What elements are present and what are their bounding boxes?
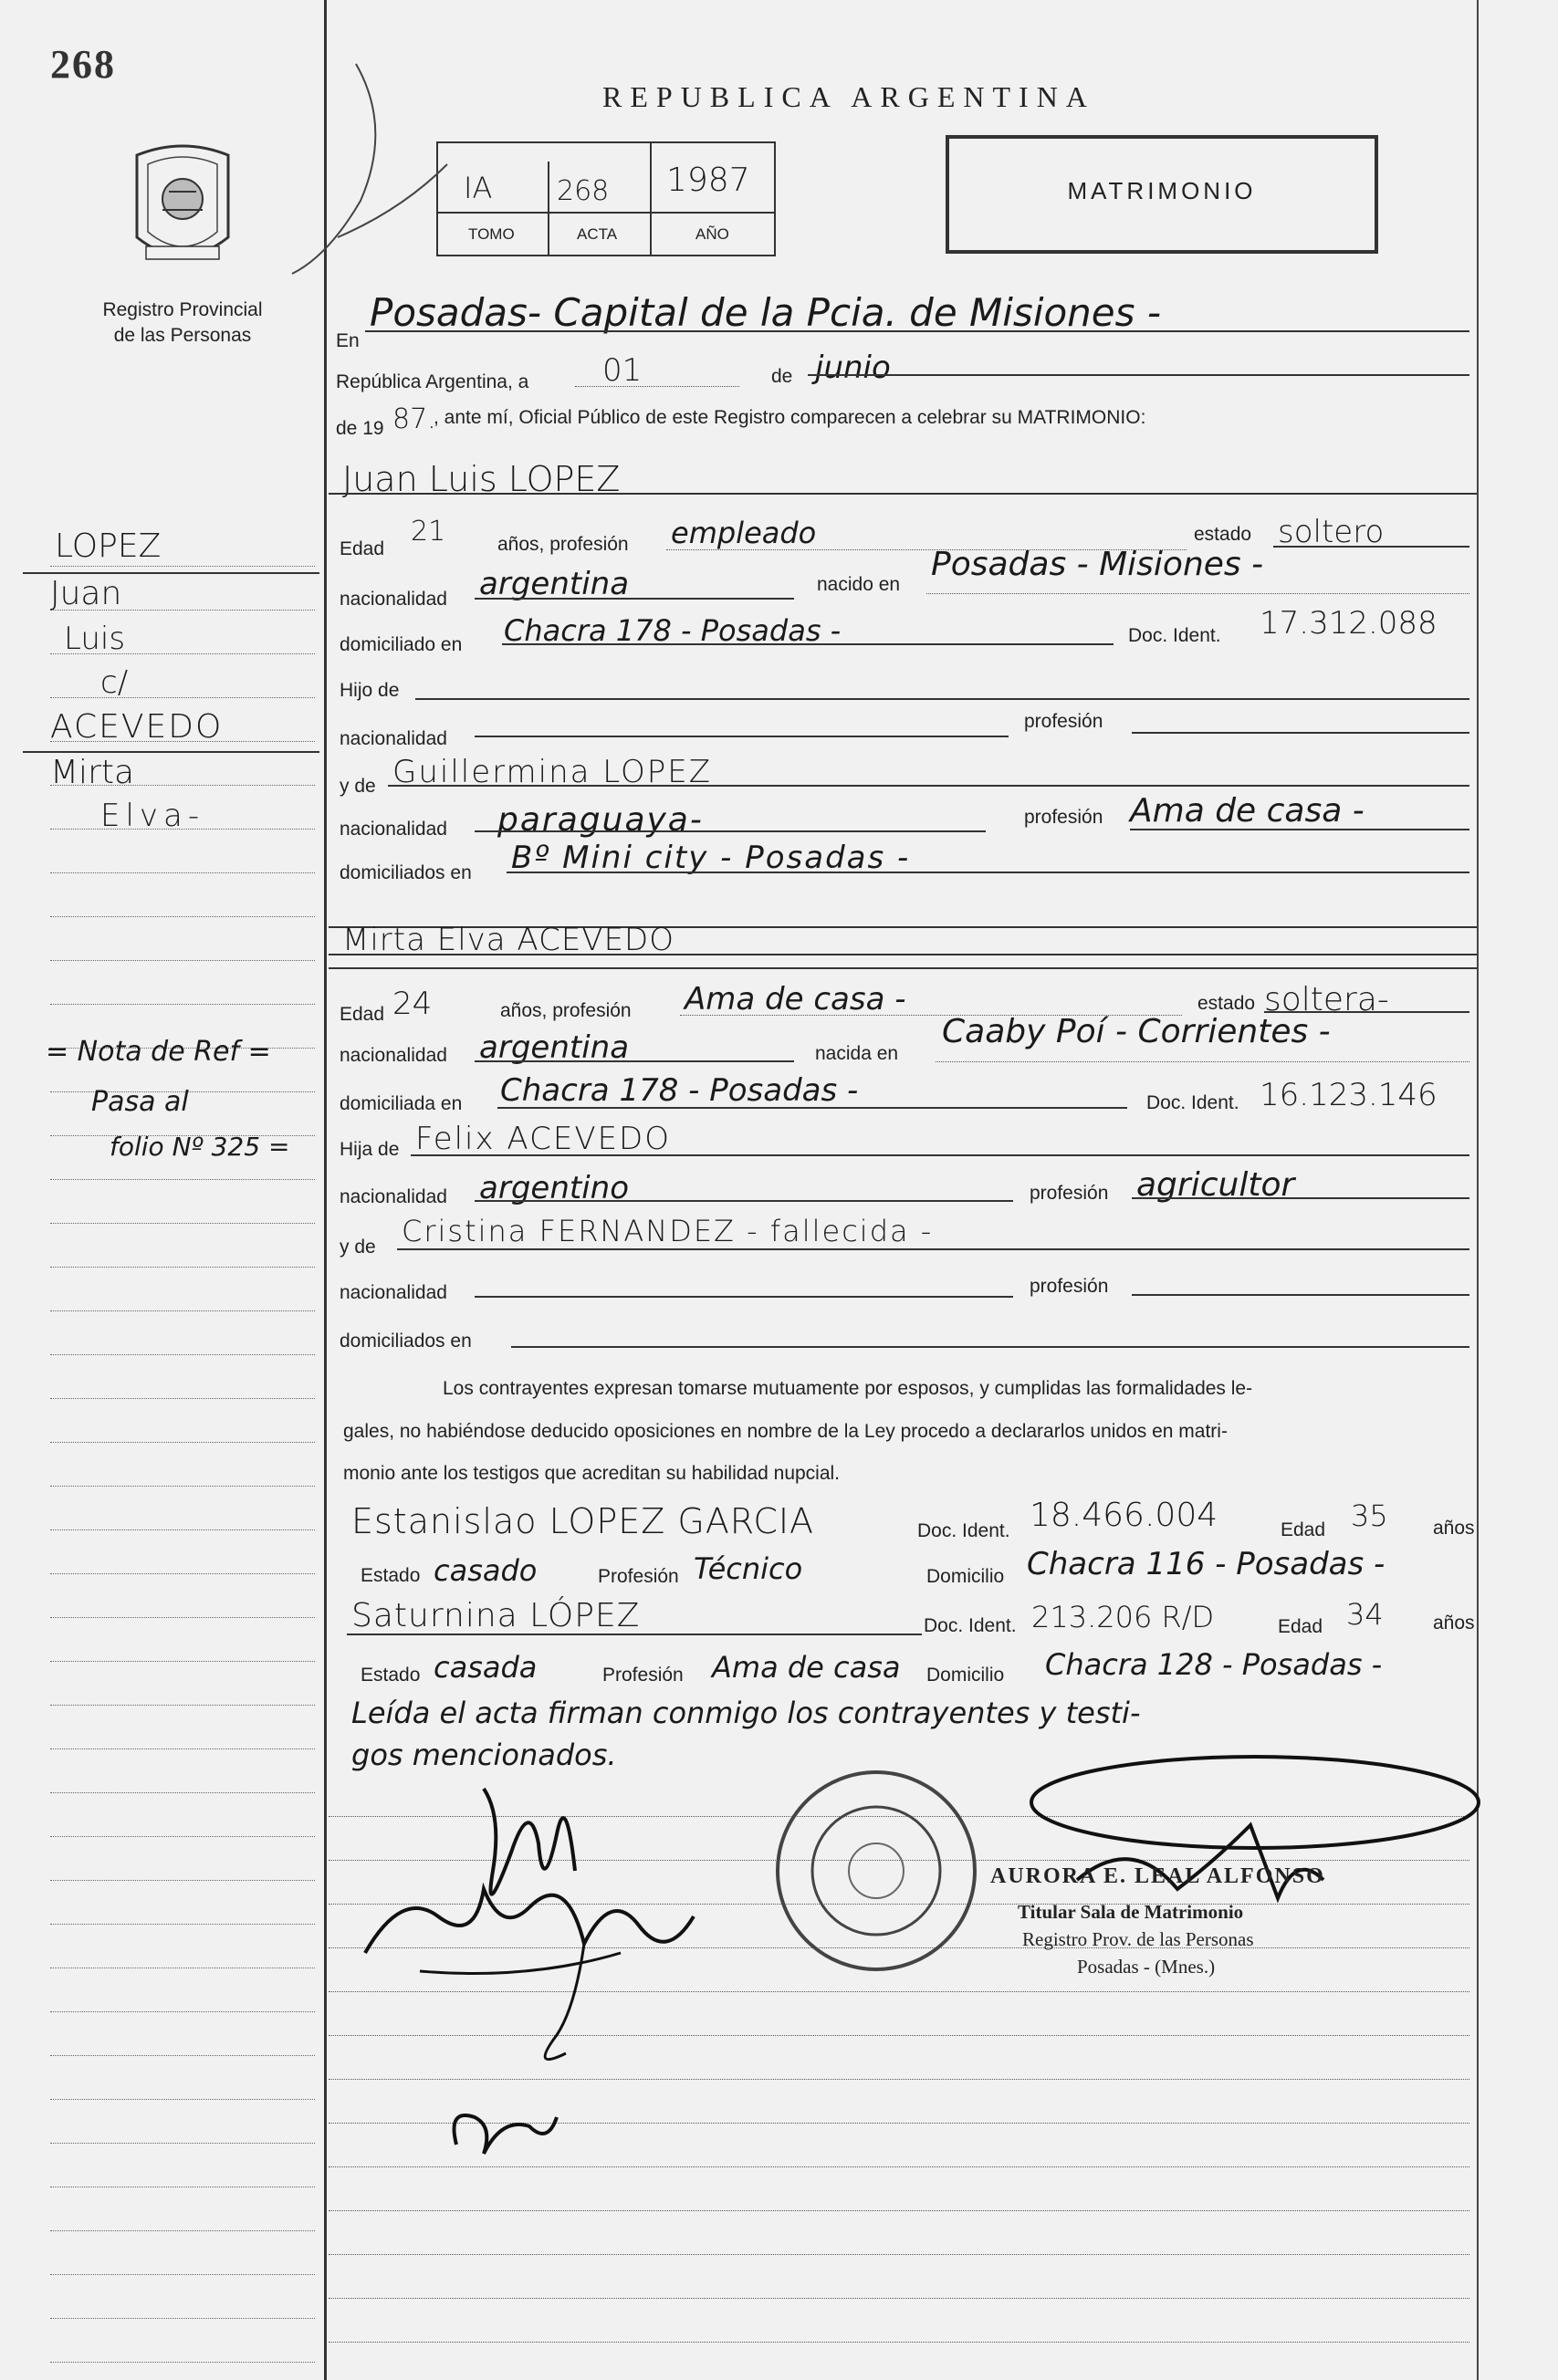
right-border: [1477, 0, 1479, 2380]
groom-profesion: empleado: [671, 516, 817, 550]
witness1-name: Estanislao LOPEZ GARCIA: [351, 1501, 815, 1541]
margin-name-2: Luis: [64, 621, 126, 657]
witness2-doc: 213.206 R/D: [1031, 1600, 1215, 1634]
province-seal-icon: [128, 137, 237, 274]
bride-father-nac-label: nacionalidad: [340, 1186, 447, 1207]
closing-line-1: Leída el acta firman conmigo los contrayentes y testi-: [351, 1696, 1141, 1730]
witness1-profesion-label: Profesión: [598, 1566, 679, 1587]
witness2-edad-label: Edad: [1278, 1616, 1323, 1637]
declaration-line-3: monio ante los testigos que acreditan su habilidad nupcial.: [343, 1463, 841, 1484]
witness1-doc-label: Doc. Ident.: [917, 1520, 1010, 1541]
declaration-line-2: gales, no habiéndose deducido oposiciones en nombre de la Ley procedo a declararlos unidos en matri-: [343, 1421, 1228, 1442]
official-stamp-city: Posadas - (Mnes.): [1077, 1956, 1216, 1978]
registry-round-seal-icon: [771, 1766, 981, 1976]
bride-profesion: Ama de casa -: [685, 981, 906, 1018]
groom-doc: 17.312.088: [1260, 605, 1438, 642]
groom-edad: 21: [411, 516, 446, 548]
bride-nacida: Caaby Poí - Corrientes -: [942, 1013, 1331, 1050]
groom-estado-label: estado: [1194, 524, 1252, 545]
margin-flourish-icon: [274, 55, 456, 283]
witness2-estado: casada: [434, 1650, 538, 1685]
bride-estado: soltera-: [1264, 981, 1389, 1018]
groom-father-nac-label: nacionalidad: [340, 728, 447, 749]
acta-label: ACTA: [577, 225, 618, 243]
groom-padres-dom-label: domiciliados en: [340, 862, 472, 883]
witness2-edad: 34: [1346, 1597, 1384, 1632]
bride-mother-prof-label: profesión: [1030, 1276, 1109, 1297]
witness2-profesion: Ama de casa: [712, 1650, 901, 1685]
groom-domicilio: Chacra 178 - Posadas -: [504, 613, 842, 648]
witness1-domicilio: Chacra 116 - Posadas -: [1027, 1546, 1385, 1582]
bride-edad: 24: [392, 986, 433, 1022]
bride-mother-nac-label: nacionalidad: [340, 1282, 447, 1303]
groom-mother-nac: paraguaya-: [497, 801, 704, 839]
year-prefix: de 19: [336, 418, 384, 439]
registry-line-1: Registro Provincial: [102, 299, 263, 320]
bride-mother: Cristina FERNANDEZ - fallecida -: [402, 1214, 934, 1248]
tomo-label: TOMO: [468, 225, 515, 243]
bride-father-prof-label: profesión: [1030, 1183, 1109, 1204]
official-stamp-registry: Registro Prov. de las Personas: [1022, 1928, 1254, 1950]
official-stamp-title: Titular Sala de Matrimonio: [1018, 1901, 1244, 1923]
groom-hijo-label: Hijo de: [340, 680, 400, 701]
groom-doc-label: Doc. Ident.: [1128, 625, 1221, 646]
republica-label: República Argentina, a: [336, 371, 529, 392]
groom-name: Juan Luis LOPEZ: [342, 459, 621, 499]
closing-line-2: gos mencionados.: [351, 1738, 617, 1772]
margin-divider: [324, 0, 327, 2380]
bride-hija-label: Hija de: [340, 1139, 400, 1160]
groom-mother: Guillermina LOPEZ: [392, 754, 713, 790]
witness1-profesion: Técnico: [694, 1551, 803, 1586]
acta-box: [436, 141, 776, 256]
groom-padres-dom: Bº Mini city - Posadas -: [511, 840, 911, 876]
witness2-domicilio-label: Domicilio: [926, 1665, 1005, 1686]
groom-yde-label: y de: [340, 776, 376, 797]
margin-conjunction: c/: [100, 664, 129, 701]
witness2-estado-label: Estado: [361, 1665, 421, 1686]
bride-anos-profesion: años, profesión: [500, 1000, 632, 1021]
witness2-profesion-label: Profesión: [602, 1665, 684, 1686]
matrimonio-box: [946, 135, 1378, 254]
margin-note-1: = Nota de Ref =: [46, 1036, 271, 1068]
bride-domicilio: Chacra 178 - Posadas -: [500, 1072, 859, 1109]
witness2-doc-label: Doc. Ident.: [924, 1615, 1017, 1636]
bride-estado-label: estado: [1197, 993, 1256, 1014]
bride-father: Felix ACEVEDO: [415, 1121, 672, 1157]
groom-anos-profesion: años, profesión: [497, 534, 629, 555]
page-number: 268: [50, 42, 116, 87]
en-label: En: [336, 330, 360, 351]
groom-nacionalidad: argentina: [479, 566, 630, 602]
margin-name-4: Elva-: [100, 798, 205, 834]
margin-note-3: folio Nº 325 =: [110, 1132, 290, 1162]
bride-domiciliada-label: domiciliada en: [340, 1093, 463, 1114]
witness2-name: Saturnina LÓPEZ: [351, 1597, 641, 1634]
witness2-domicilio: Chacra 128 - Posadas -: [1045, 1647, 1383, 1682]
groom-mother-nac-label: nacionalidad: [340, 819, 447, 840]
signatures-icon: [347, 1761, 767, 2190]
place-value: Posadas- Capital de la Pcia. de Misiones -: [370, 290, 1162, 335]
margin-surname-2: ACEVEDO: [50, 708, 224, 746]
groom-edad-label: Edad: [340, 538, 385, 559]
groom-nacido: Posadas - Misiones -: [931, 546, 1264, 583]
margin-name-1: Juan: [50, 575, 122, 612]
witness1-anos: años: [1433, 1518, 1475, 1539]
margin-column: [0, 0, 324, 2380]
month-value: junio: [815, 350, 891, 386]
bride-nacionalidad-label: nacionalidad: [340, 1045, 447, 1066]
margin-surname: LOPEZ: [55, 527, 162, 565]
acta-value: 268: [557, 175, 610, 207]
intro-text: , ante mí, Oficial Público de este Registro comparecen a celebrar su MATRIMONIO:: [434, 407, 1146, 428]
bride-doc-label: Doc. Ident.: [1146, 1092, 1239, 1113]
witness2-anos: años: [1433, 1613, 1475, 1634]
year-value: 87.: [392, 403, 436, 435]
ano-value: 1987: [666, 162, 750, 199]
registry-line-2: de las Personas: [113, 325, 252, 346]
day-value: 01: [602, 352, 643, 389]
country-title: REPUBLICA ARGENTINA: [602, 80, 1095, 113]
groom-nacionalidad-label: nacionalidad: [340, 589, 447, 610]
groom-father-prof-label: profesión: [1024, 711, 1103, 732]
bride-father-prof: agricultor: [1136, 1166, 1295, 1204]
witness1-edad: 35: [1351, 1498, 1388, 1533]
groom-mother-prof-label: profesión: [1024, 807, 1103, 828]
bride-yde-label: y de: [340, 1237, 376, 1258]
tomo-value: IA: [464, 171, 493, 205]
margin-name-3: Mirta: [50, 754, 135, 791]
groom-nacido-label: nacido en: [817, 574, 901, 595]
bride-padres-dom-label: domiciliados en: [340, 1331, 472, 1352]
bride-nacida-label: nacida en: [815, 1043, 899, 1064]
de-label: de: [771, 366, 793, 387]
bride-nacionalidad: argentina: [479, 1029, 630, 1066]
groom-domiciliado-label: domiciliado en: [340, 634, 463, 655]
declaration-line-1: Los contrayentes expresan tomarse mutuamente por esposos, y cumplidas las formalidades le-: [443, 1378, 1253, 1399]
bride-doc: 16.123.146: [1260, 1077, 1438, 1113]
official-stamp-name: AURORA E. LEAL ALFONSO: [990, 1864, 1325, 1888]
bride-father-nac: argentino: [479, 1170, 629, 1206]
ano-label: AÑO: [695, 225, 729, 243]
matrimonio-title: MATRIMONIO: [1067, 177, 1257, 204]
witness1-doc: 18.466.004: [1030, 1497, 1218, 1534]
registry-label: [55, 298, 310, 349]
witness1-estado-label: Estado: [361, 1565, 421, 1586]
bride-edad-label: Edad: [340, 1004, 385, 1025]
margin-note-2: Pasa al: [91, 1086, 189, 1118]
bride-name: Mirta Elva ACEVEDO: [342, 922, 674, 958]
groom-mother-prof: Ama de casa -: [1130, 792, 1365, 830]
witness1-estado: casado: [434, 1553, 538, 1588]
groom-estado: soltero: [1278, 514, 1385, 550]
witness1-edad-label: Edad: [1281, 1519, 1326, 1540]
witness1-domicilio-label: Domicilio: [926, 1566, 1005, 1587]
